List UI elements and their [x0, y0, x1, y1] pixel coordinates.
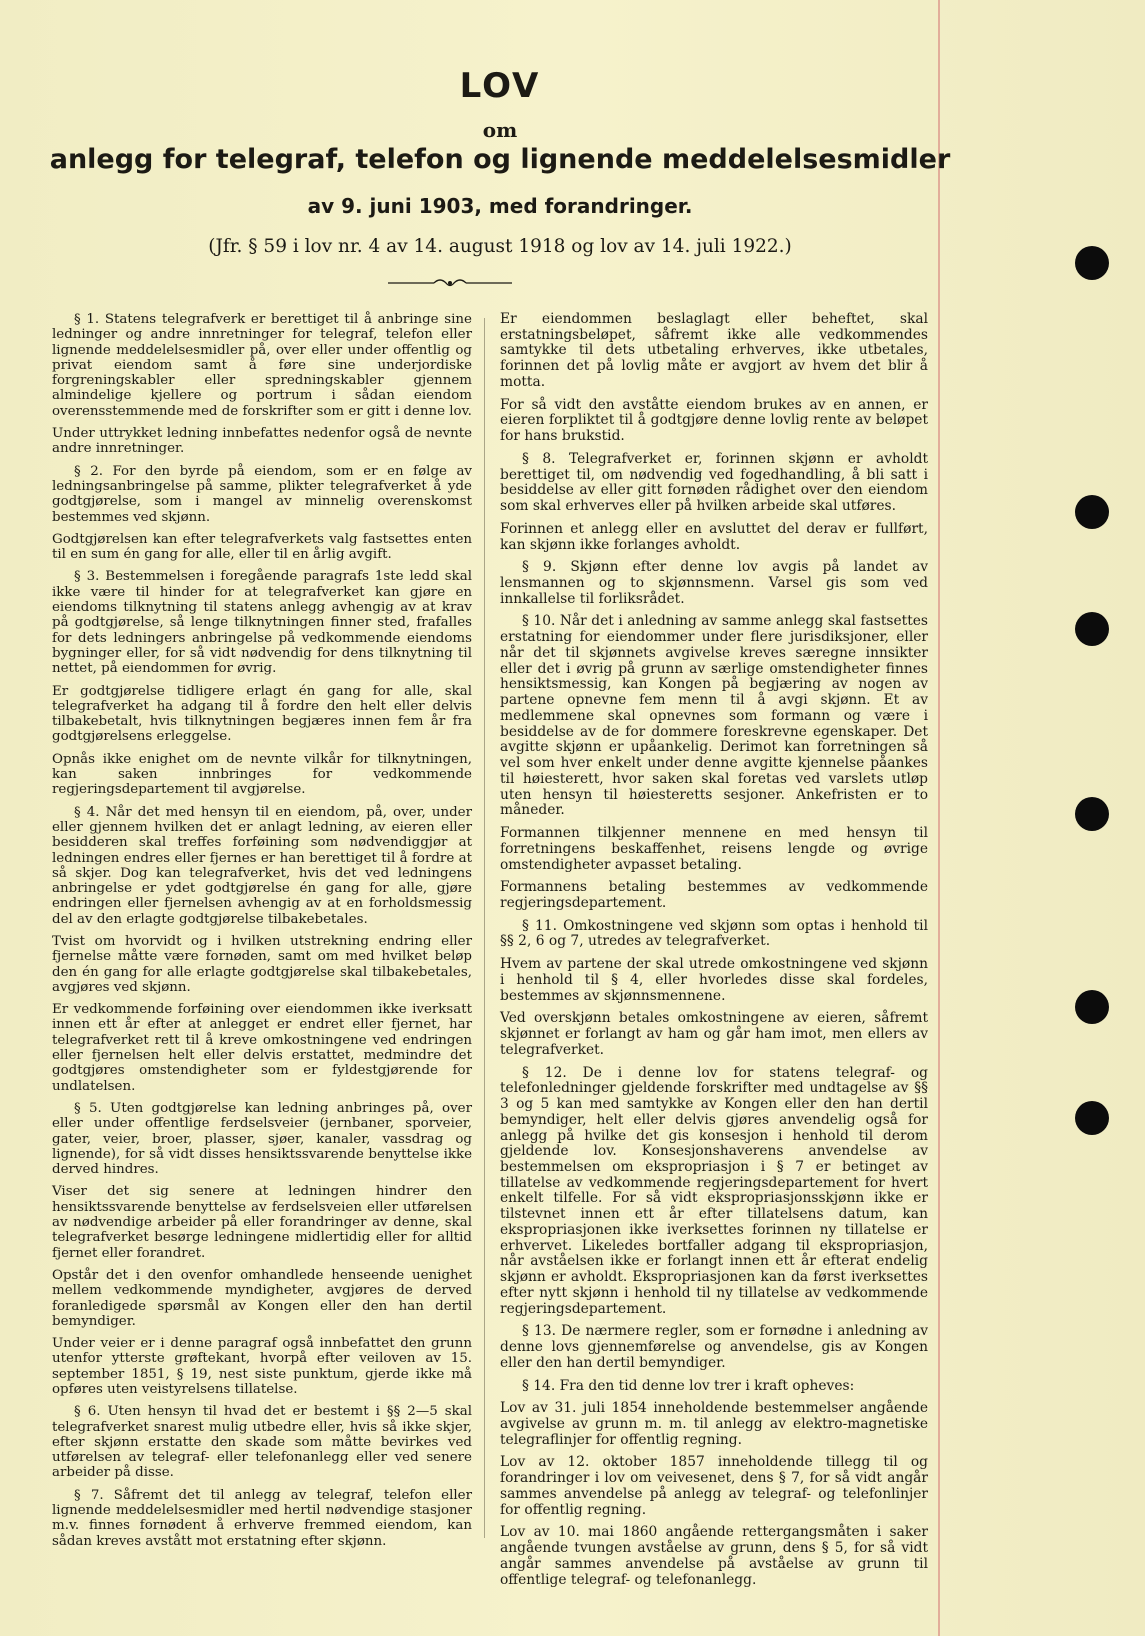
punch-hole-icon	[1075, 1101, 1109, 1135]
paragraph: Ved overskjønn betales omkostningene av eieren, såfremt skjønnet er forlangt av ham og går ham imot, men ellers av telegrafverket.	[500, 1010, 928, 1058]
left-text-column	[52, 312, 472, 1556]
right-text-column	[500, 312, 928, 1595]
paragraph: Opnås ikke enighet om de nevnte vilkår for tilknytningen, kan saken innbringes for vedkommende regjeringsdepartement til avgjørelse.	[52, 751, 472, 798]
punch-hole-icon	[1075, 990, 1109, 1024]
paragraph: Under veier er i denne paragraf også innbefattet den grunn utenfor ytterste grøftekant, hvorpå efter veiloven av 15. september 1851, § 19, nest siste punktum, gjerde ikke må opføres uten veistyrelsens tillatelse.	[52, 1336, 472, 1397]
paragraph: § 13. De nærmere regler, som er fornødne i anledning av denne lovs gjennemførelse og anvendelse, gis av Kongen eller den han dertil bemyndiger.	[500, 1323, 928, 1371]
document-reference: (Jfr. § 59 i lov nr. 4 av 14. august 1918 og lov av 14. juli 1922.)	[208, 236, 792, 257]
paragraph: Under uttrykket ledning innbefattes nedenfor også de nevnte andre innretninger.	[52, 426, 472, 457]
column-divider	[484, 318, 485, 1538]
paragraph: § 11. Omkostningene ved skjønn som optas i henhold til §§ 2, 6 og 7, utredes av telegrafverket.	[500, 917, 928, 950]
paragraph: § 1. Statens telegrafverk er berettiget til å anbringe sine ledninger og andre innretninger for telegraf, telefon eller lignende meddelelsesmidler på, over eller under offentlig og privat eiendom samt å føre sine underjordiske forgreningskabler eller spredningskabler gjennem almindelige kjellere og portrum i sådan eiendom overensstemmende med de forskrifter som er gitt i denne lov.	[52, 312, 472, 419]
paragraph: Godtgjørelsen kan efter telegrafverkets valg fastsettes enten til en sum én gang for alle, eller til en årlig avgift.	[52, 531, 472, 563]
paragraph: Er vedkommende forføining over eiendommen ikke iverksatt innen ett år efter at anlegget er endret eller fjernet, har telegrafverket rett til å kreve omkostningene ved endringen eller fjernelsen helt eller delvis erstattet, medmindre det godtgjøres omstendigheter som er fyldestgjørende for undlatelsen.	[52, 1002, 472, 1094]
paragraph: § 3. Bestemmelsen i foregående paragrafs 1ste ledd skal ikke være til hinder for at telegrafverket kan gjøre en eiendoms tilknytning til statens anlegg avhengig av at krav på godtgjørelse, så lenge tilknytningen finner sted, frafalles for dets ledningers anbringelse på vedkommende eiendoms bygninger eller, for så vidt nødvendig for dens tilknytning til nettet, på eiendommen for øvrig.	[52, 569, 472, 677]
document-subtitle: anlegg for telegraf, telefon og lignende meddelelsesmidler	[49, 144, 951, 175]
paragraph: Formannens betaling bestemmes av vedkommende regjeringsdepartement.	[500, 879, 928, 911]
paragraph: Formannen tilkjenner mennene en med hensyn til forretningens beskaffenhet, reisens lengde og øvrige omstendigheter avpasset betaling.	[500, 825, 928, 873]
paragraph: § 9. Skjønn efter denne lov avgis på landet av lensmannen og to skjønnsmenn. Varsel gis som ved innkallelse til forliksrådet.	[500, 559, 928, 607]
paragraph: Hvem av partene der skal utrede omkostningene ved skjønn i henhold til § 4, eller hvorledes disse skal fordeles, bestemmes av skjønnsmennene.	[500, 956, 928, 1004]
paragraph: § 2. For den byrde på eiendom, som er en følge av ledningsanbringelse på samme, plikter telegrafverket å yde godtgjørelse, som i mangel av minnelig overenskomst bestemmes ved skjønn.	[52, 463, 472, 525]
document-title: LOV	[459, 66, 541, 106]
title-connector: om	[482, 118, 518, 142]
paragraph: Er godtgjørelse tidligere erlagt én gang for alle, skal telegrafverket ha adgang til å fordre den helt eller delvis tilbakebetalt, hvis tilknytningen begjæres innen fem år fra godtgjørelsens erleggelse.	[52, 683, 472, 745]
paragraph: For så vidt den avståtte eiendom brukes av en annen, er eieren forpliktet til å godtgjøre denne lovlig rente av beløpet for hans brukstid.	[500, 396, 928, 445]
paragraph: § 12. De i denne lov for statens telegraf- og telefonledninger gjeldende forskrifter med undtagelse av §§ 3 og 5 kan med samtykke av Kongen eller den han dertil bemyndiger, helt eller delvis gjøres anvendelig også for anlegg på hvilke det gis konsesjon i henhold til derom gjeldende lov. Konsesjonshaverens anvendelse av bestemmelsen om ekspropriasjon i § 7 er betinget av tillatelse av vedkommende regjeringsdepartement for hvert enkelt tilfelle. For så vidt ekspropriasjonsskjønn ikke er tilstevnet innen ett år efter tillatelsens datum, kan ekspropriasjonen ikke iverksettes forinnen ny tillatelse er erhvervet. Likeledes bortfaller adgang til ekspropriasjon, når avståelsen ikke er forlangt innen ett år efterat endelig skjønn er avholdt. Ekspropriasjonen kan da først iverksettes efter nytt skjønn i henhold til ny tillatelse av vedkommende regjeringsdepartement.	[500, 1064, 928, 1317]
paragraph: § 7. Såfremt det til anlegg av telegraf, telefon eller lignende meddelelsesmidler med hertil nødvendige stasjoner m.v. finnes fornødent å erhverve fremmed eiendom, kan sådan kreves avstått mot erstatning efter skjønn.	[52, 1487, 472, 1549]
paragraph: Viser det sig senere at ledningen hindrer den hensiktssvarende benyttelse av ferdselsveien eller utførelsen av nødvendige arbeider på eller forandringer av denne, skal telegrafverket besørge ledningene midlertidig eller for alltid fjernet eller forandret.	[52, 1184, 472, 1261]
punch-hole-icon	[1075, 797, 1109, 831]
paragraph: § 4. Når det med hensyn til en eiendom, på, over, under eller gjennem hvilken det er anlagt ledning, av eieren eller besidderen skal treffes forføining som nødvendiggjør at ledningen endres eller fjernes er han berettiget til å fordre at så skjer. Dog kan telegrafverket, hvis det ved ledningens anbringelse er ydet godtgjørelse én gang for alle, gjøre endringen eller fjernelsen avhengig av at en forholdsmessig del av den erlagte godtgjørelse tilbakebetales.	[52, 804, 472, 927]
paragraph: § 5. Uten godtgjørelse kan ledning anbringes på, over eller under offentlige ferdselsveier (jernbaner, sporveier, gater, veier, broer, plasser, sjøer, kanaler, vassdrag og lignende), for så vidt disses hensiktssvarende benyttelse ikke derved hindres.	[52, 1100, 472, 1178]
paragraph: Er eiendommen beslaglagt eller beheftet, skal erstatningsbeløpet, såfremt ikke alle vedkommendes samtykke til dets utbetaling erhverves, ikke utbetales, forinnen det på lovlig måte er avgjort av hvem det blir å motta.	[500, 311, 928, 390]
ornament-divider-icon	[388, 276, 512, 290]
punch-hole-icon	[1075, 495, 1109, 529]
paragraph: Lov av 12. oktober 1857 inneholdende tillegg til og forandringer i lov om veivesenet, dens § 7, for så vidt angår sammes anvendelse på anlegg av telegraf- og telefonlinjer for offentlig regning.	[500, 1454, 928, 1518]
paragraph: Lov av 10. mai 1860 angående rettergangsmåten i saker angående tvungen avståelse av grunn, dens § 5, for så vidt angår sammes anvendelse på avståelse av grunn til offentlige telegraf- og telefonanlegg.	[500, 1524, 928, 1588]
paragraph: § 8. Telegrafverket er, forinnen skjønn er avholdt berettiget til, om nødvendig ved fogedhandling, å bli satt i besiddelse av eller gitt fornøden rådighet over den eiendom som skal erhverves eller på hvilken arbeide skal utføres.	[500, 450, 928, 515]
document-date-line: av 9. juni 1903, med forandringer.	[307, 194, 693, 218]
punch-hole-icon	[1075, 246, 1109, 280]
paragraph: § 14. Fra den tid denne lov trer i kraft opheves:	[522, 1377, 855, 1394]
paragraph: Lov av 31. juli 1854 inneholdende bestemmelser angående avgivelse av grunn m. m. til anlegg av elektro-magnetiske telegraflinjer for offentlig regning.	[500, 1400, 928, 1448]
paragraph: § 6. Uten hensyn til hvad det er bestemt i §§ 2—5 skal telegrafverket snarest mulig utbedre eller, hvis så ikke skjer, efter skjønn erstatte den skade som måtte bevirkes ved utførelsen av telegraf- eller telefonanlegg eller ved senere arbeider på disse.	[52, 1404, 472, 1481]
paragraph: Forinnen et anlegg eller en avsluttet del derav er fullført, kan skjønn ikke forlanges avholdt.	[500, 520, 928, 553]
punch-hole-icon	[1075, 612, 1109, 646]
paragraph: Opstår det i den ovenfor omhandlede henseende uenighet mellem vedkommende myndigheter, avgjøres de derved foranledigede spørsmål av Kongen eller den han dertil bemyndiger.	[52, 1267, 472, 1329]
paragraph: § 10. Når det i anledning av samme anlegg skal fastsettes erstatning for eiendommer under flere jurisdiksjoner, eller når det til skjønnets avgivelse kreves særegne innsikter eller det i øvrig på grunn av særlige omstendigheter finnes hensiktsmessig, kan Kongen på begjæring av nogen av partene opnevne fem menn til å avgi skjønn. Et av medlemmene skal opnevnes som formann og være i besiddelse av de for dommere foreskrevne egenskaper. Det avgitte skjønn er upåankelig. Derimot kan forretningen så vel som hver enkelt under denne avgitte kjennelse påankes til høiesterett, hvor saken skal foretas ved varslets utløp uten hensyn til høiesteretts sesjoner. Ankefristen er to måneder.	[500, 613, 928, 819]
paragraph: Tvist om hvorvidt og i hvilken utstrekning endring eller fjernelse måtte være fornøden, samt om med hvilket beløp den én gang for alle erlagte godtgjørelse skal tilbakebetales, avgjøres ved skjønn.	[52, 933, 472, 995]
